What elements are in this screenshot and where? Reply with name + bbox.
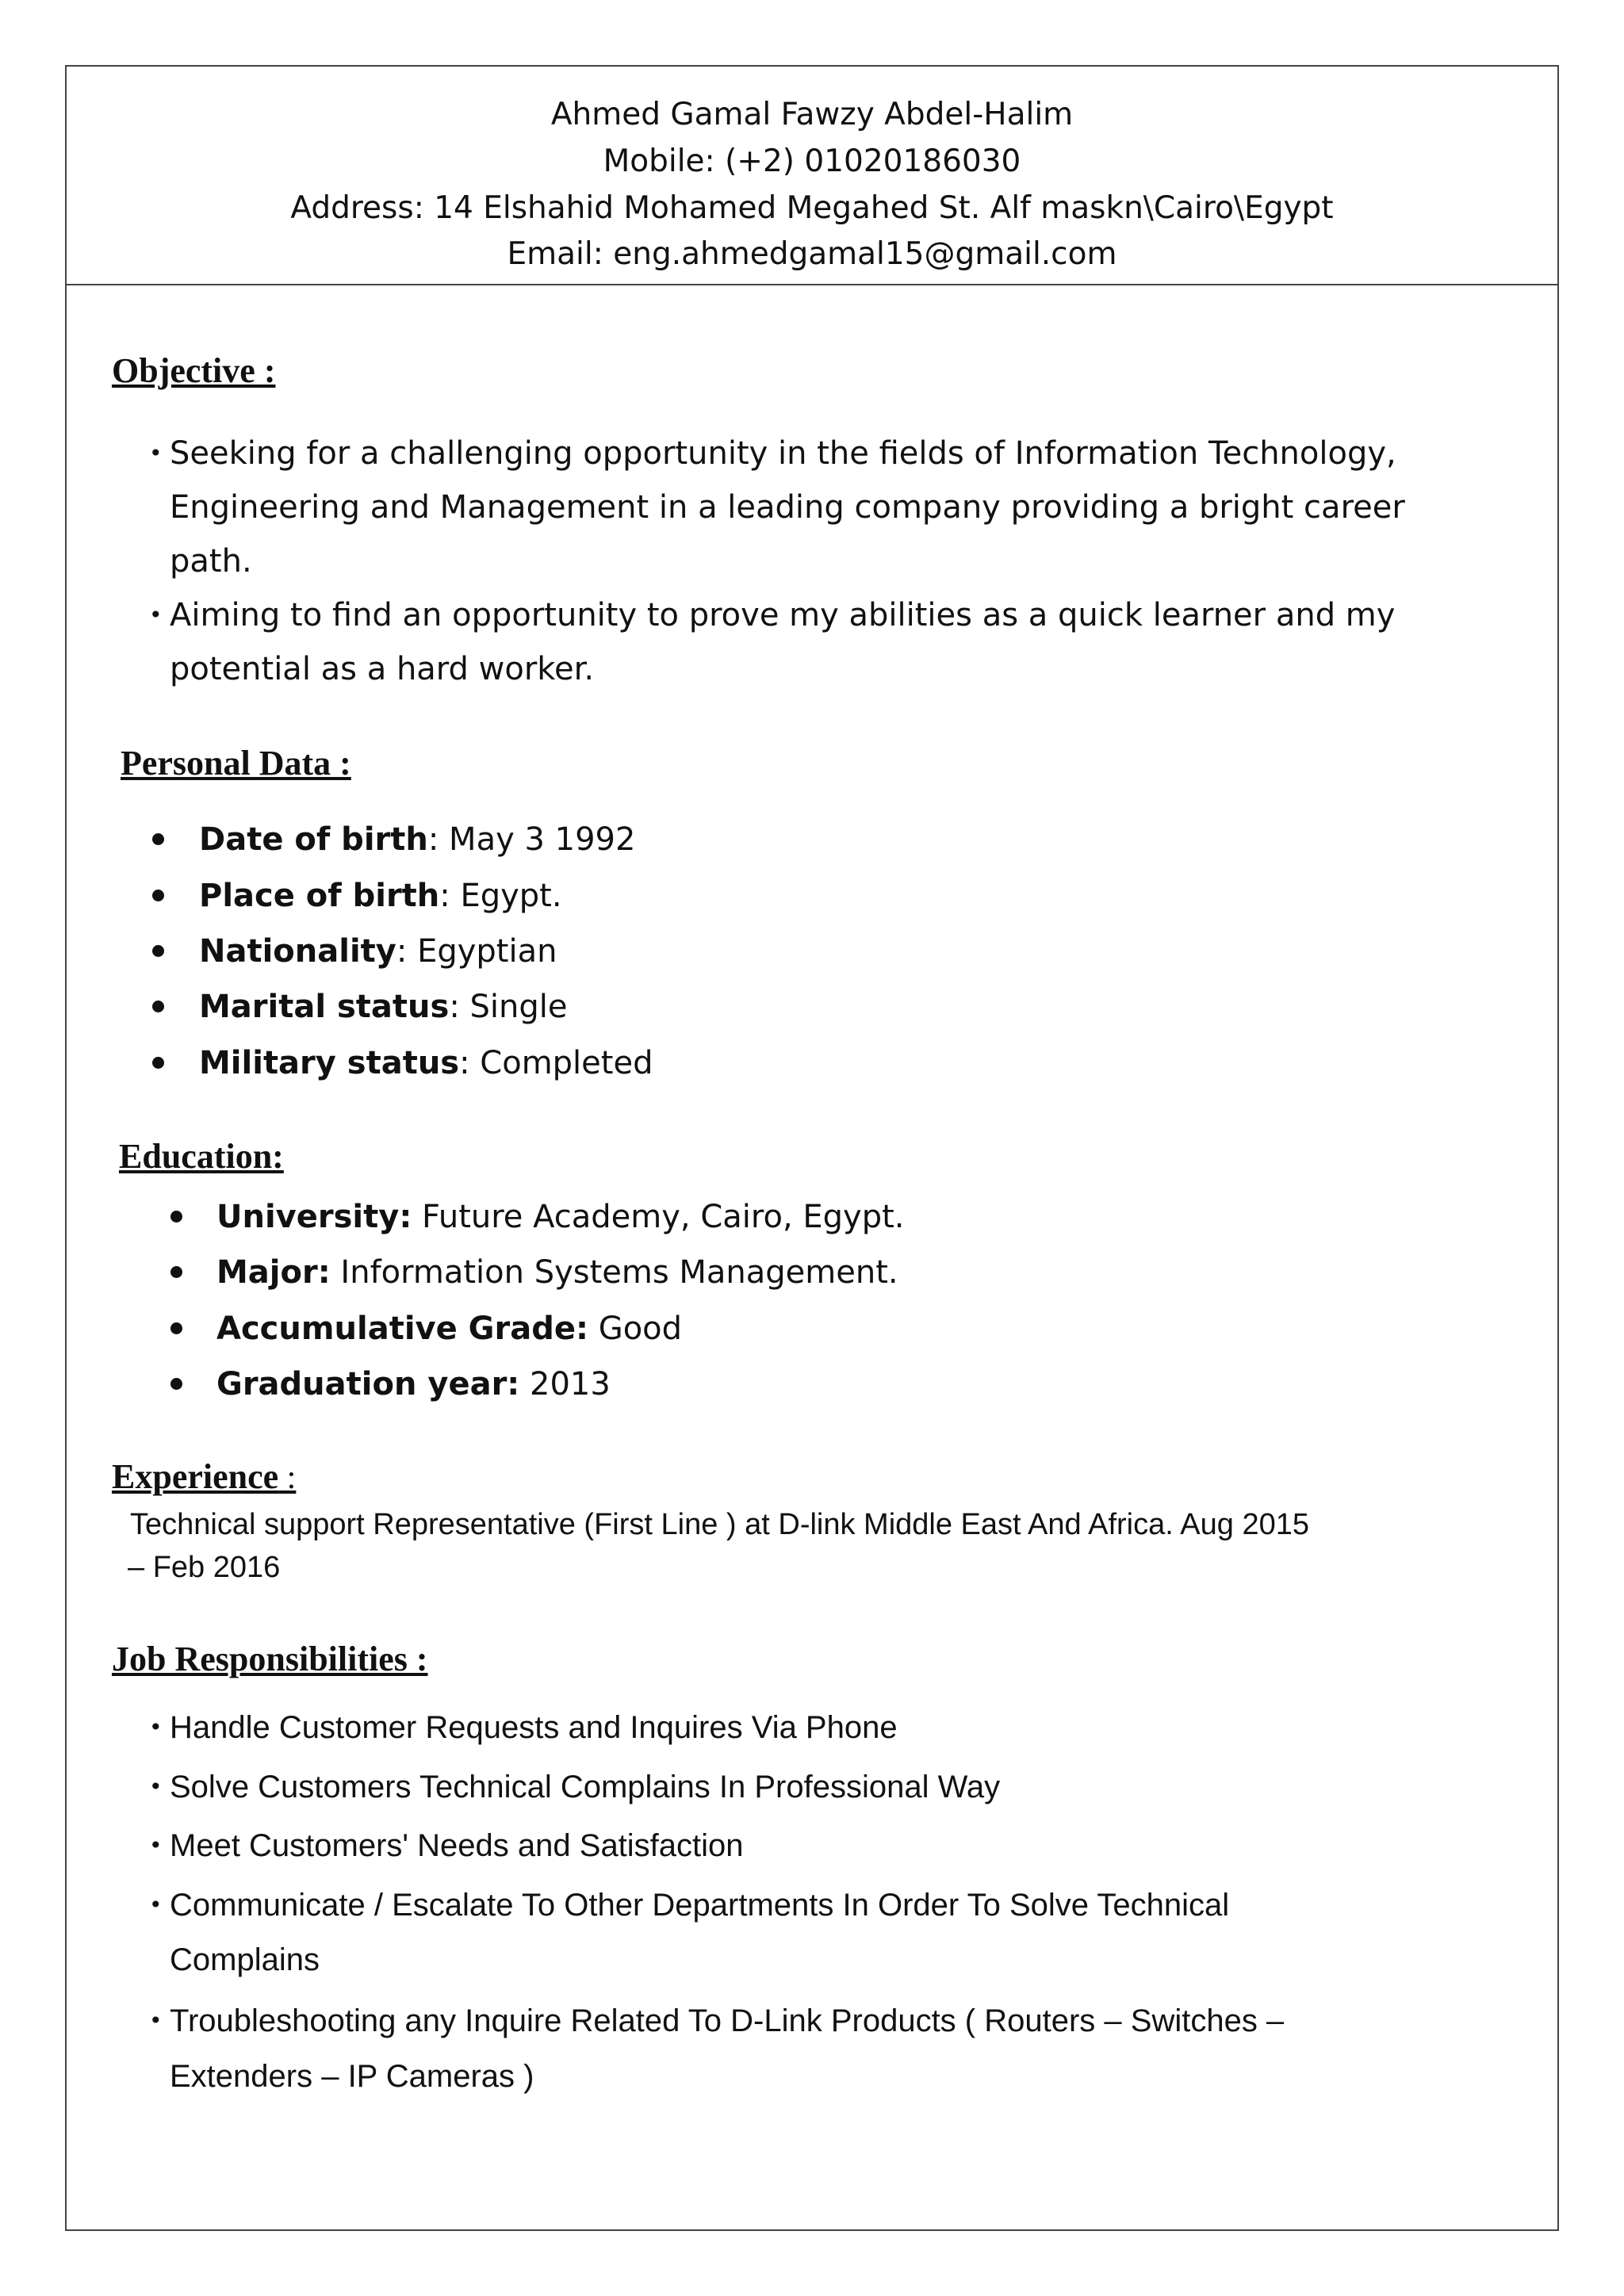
job-item-2: Solve Customers Technical Complains In Professional Way [170, 1770, 1001, 1804]
objective-bullet-2: • [149, 602, 163, 628]
job-item-1: Handle Customer Requests and Inquires Via Phone [170, 1710, 898, 1745]
objective-item-1-line-1: Seeking for a challenging opportunity in the fields of Information Technology, [170, 435, 1396, 472]
job-item-5-line-1: Troubleshooting any Inquire Related To D-Link Products ( Routers – Switches – [170, 2003, 1285, 2038]
bullet-icon [152, 890, 164, 901]
education-heading: Education: [119, 1137, 284, 1176]
education-grade: Accumulative Grade: Good [216, 1311, 683, 1347]
address-line: Address: 14 Elshahid Mohamed Megahed St. Alf maskn\Cairo\Egypt [290, 190, 1334, 226]
objective-bullet-1: • [149, 440, 163, 466]
job-responsibilities-heading: Job Responsibilities : [112, 1640, 428, 1678]
personal-marital-status: Marital status: Single [199, 989, 568, 1025]
mobile-line: Mobile: (+2) 01020186030 [603, 144, 1021, 179]
email-line: Email: eng.ahmedgamal15@gmail.com [507, 236, 1117, 272]
job-item-4-line-1: Communicate / Escalate To Other Departments In Order To Solve Technical [170, 1888, 1230, 1923]
personal-place-of-birth: Place of birth: Egypt. [199, 878, 562, 914]
experience-line-1: Technical support Representative (First Line ) at D-link Middle East And Africa. Aug 2015 [130, 1508, 1309, 1541]
job-item-5-line-2: Extenders – IP Cameras ) [170, 2059, 534, 2094]
objective-item-2-line-2: potential as a hard worker. [170, 651, 595, 687]
education-major: Major: Information Systems Management. [216, 1254, 898, 1291]
objective-item-2-line-1: Aiming to find an opportunity to prove my abilities as a quick learner and my [170, 597, 1396, 633]
personal-military-status: Military status: Completed [199, 1045, 653, 1081]
bullet-icon [170, 1266, 182, 1278]
job-item-3: Meet Customers' Needs and Satisfaction [170, 1828, 744, 1863]
bullet-icon [170, 1322, 182, 1334]
objective-item-1-line-3: path. [170, 543, 252, 580]
job-item-4-line-2: Complains [170, 1942, 320, 1977]
bullet-icon [152, 1001, 164, 1012]
job-bullet-2: • [149, 1774, 163, 1800]
candidate-name: Ahmed Gamal Fawzy Abdel-Halim [550, 97, 1074, 132]
experience-line-2: – Feb 2016 [128, 1551, 281, 1584]
job-bullet-5: • [149, 2007, 163, 2034]
job-bullet-1: • [149, 1714, 163, 1740]
personal-date-of-birth: Date of birth: May 3 1992 [199, 821, 636, 858]
education-graduation-year: Graduation year: 2013 [216, 1366, 611, 1402]
bullet-icon [170, 1378, 182, 1390]
personal-data-heading: Personal Data : [121, 744, 351, 783]
personal-nationality: Nationality: Egyptian [199, 933, 557, 970]
header-divider [65, 284, 1559, 285]
job-bullet-3: • [149, 1832, 163, 1858]
bullet-icon [152, 1057, 164, 1069]
bullet-icon [170, 1211, 182, 1223]
bullet-icon [152, 945, 164, 957]
job-bullet-4: • [149, 1892, 163, 1918]
experience-heading: Experience : [112, 1457, 297, 1496]
objective-heading: Objective : [112, 351, 276, 390]
education-university: University: Future Academy, Cairo, Egypt. [216, 1199, 905, 1235]
objective-item-1-line-2: Engineering and Management in a leading company providing a bright career [170, 489, 1405, 526]
bullet-icon [152, 833, 164, 845]
